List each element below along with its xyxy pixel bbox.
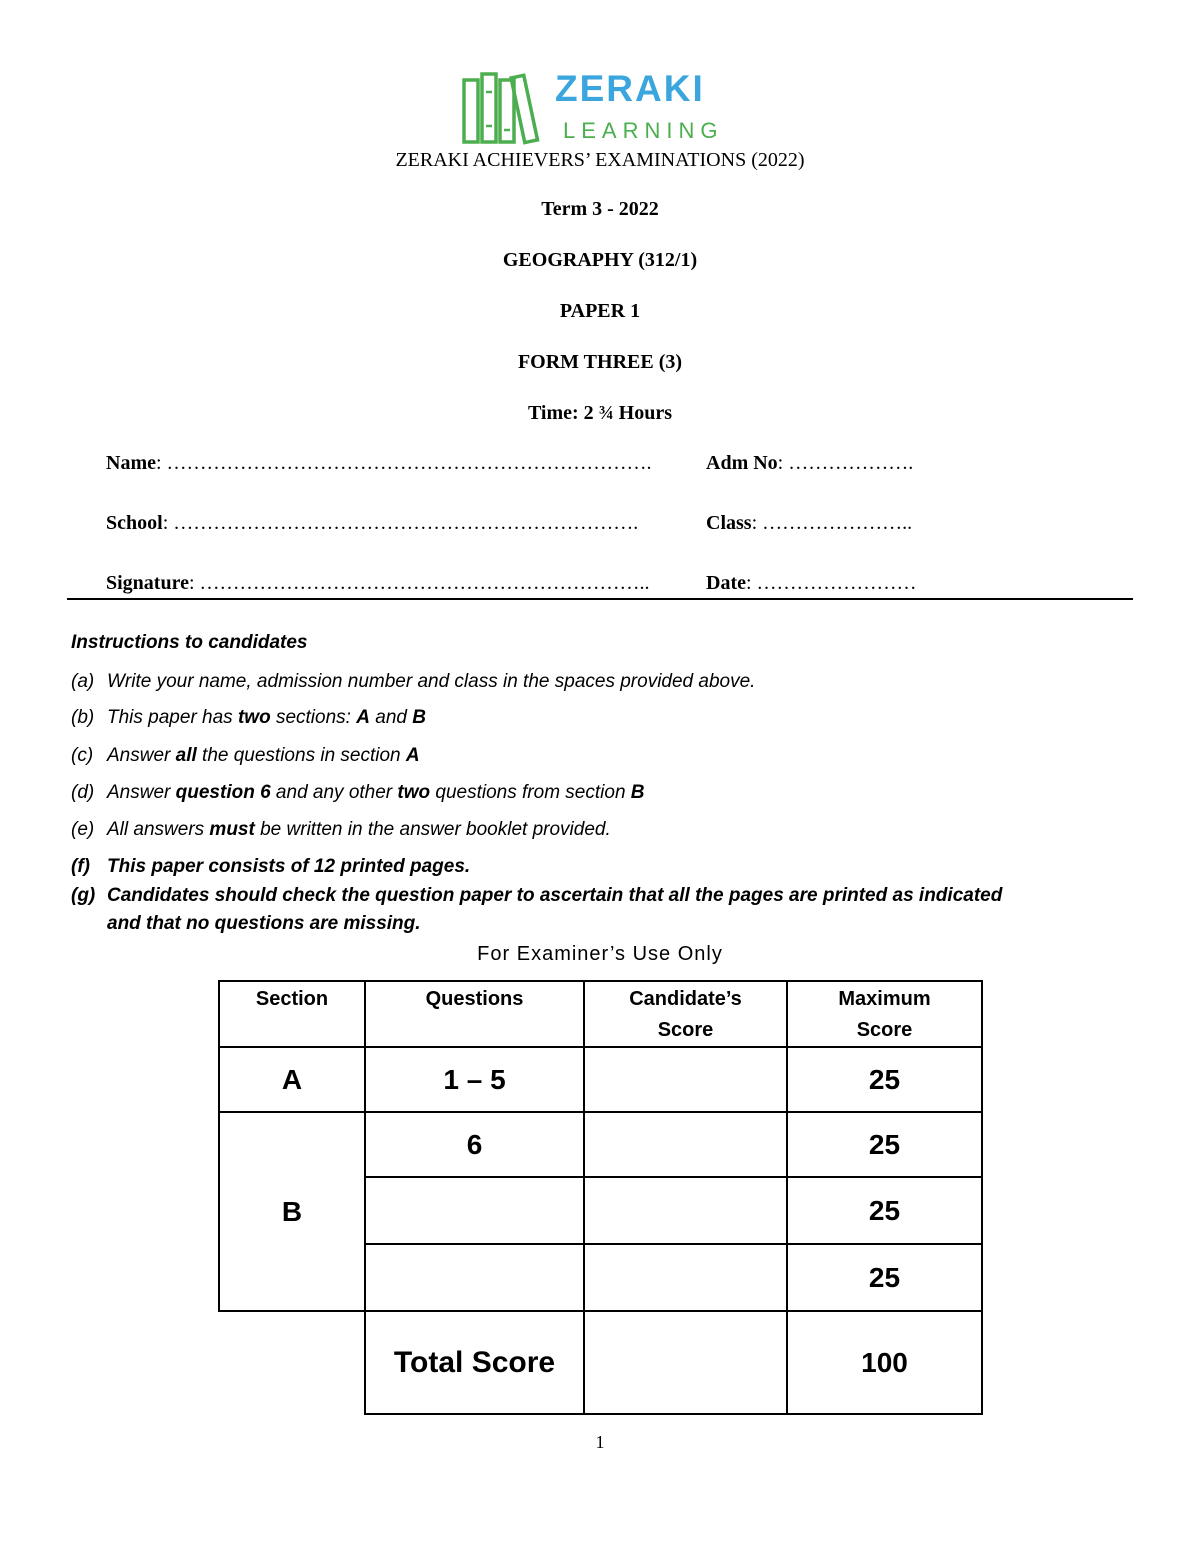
section-cell: A <box>219 1047 365 1112</box>
instruction-a: (a) Write your name, admission number and class in the spaces provided above. <box>71 671 756 692</box>
divider <box>67 598 1133 600</box>
time: Time: 2 ¾ Hours <box>527 402 673 424</box>
school-field[interactable] <box>106 512 638 535</box>
header-section: Section <box>219 981 365 1047</box>
signature-label: Signature <box>106 572 189 594</box>
instruction-d: (d) Answer question 6 and any other two questions from section B <box>71 782 645 803</box>
table-row <box>219 1112 982 1177</box>
name-label: Name <box>106 452 156 474</box>
questions-cell: 1 – 5 <box>365 1047 584 1112</box>
section-cell: B <box>219 1112 365 1311</box>
candidate-score-cell[interactable] <box>584 1047 787 1112</box>
instruction-e: (e) All answers must be written in the answer booklet provided. <box>71 819 611 840</box>
instruction-f: (f) This paper consists of 12 printed pages. <box>71 856 471 877</box>
adm-field[interactable] <box>706 452 913 475</box>
signature-dots: : ………………………………………………………….. <box>188 572 650 594</box>
questions-cell: 6 <box>365 1112 584 1177</box>
header-candidate-score: Candidate’s Score <box>584 981 787 1047</box>
date-dots: : …………………… <box>745 572 917 594</box>
class-field[interactable] <box>706 512 912 535</box>
total-max-score: 100 <box>787 1311 982 1414</box>
logo-wordmark: ZERAKI <box>555 68 705 109</box>
max-score-cell: 25 <box>787 1244 982 1311</box>
candidate-score-cell[interactable] <box>584 1244 787 1311</box>
instruction-g-cont: and that no questions are missing. <box>107 913 421 934</box>
books-icon <box>460 70 544 146</box>
instruction-b: (b) This paper has two sections: A and B <box>71 707 426 728</box>
max-score-cell: 25 <box>787 1112 982 1177</box>
empty-cell <box>219 1311 365 1414</box>
table-header-row <box>219 981 982 1047</box>
total-label: Total Score <box>365 1311 584 1414</box>
instructions-title: Instructions to candidates <box>71 632 308 653</box>
class-label: Class <box>706 512 752 534</box>
page-number: 1 <box>595 1432 605 1452</box>
logo-subtitle: LEARNING <box>563 118 724 143</box>
subject: GEOGRAPHY (312/1) <box>502 249 698 271</box>
table-row <box>219 1047 982 1112</box>
total-row <box>219 1311 982 1414</box>
questions-cell[interactable] <box>365 1177 584 1244</box>
examiner-title: For Examiner’s Use Only <box>477 943 723 965</box>
header-questions: Questions <box>365 981 584 1047</box>
adm-dots: : ………………. <box>777 452 914 474</box>
header-maximum-score: Maximum Score <box>787 981 982 1047</box>
adm-label: Adm No <box>706 452 778 474</box>
form: FORM THREE (3) <box>517 351 683 373</box>
candidate-score-cell[interactable] <box>584 1112 787 1177</box>
date-field[interactable] <box>706 572 917 595</box>
max-score-cell: 25 <box>787 1047 982 1112</box>
total-candidate-score-cell[interactable] <box>584 1311 787 1414</box>
school-dots: : ……………………………………………………………. <box>162 512 639 534</box>
candidate-score-cell[interactable] <box>584 1177 787 1244</box>
date-label: Date <box>706 572 746 594</box>
class-dots: : ………………….. <box>751 512 913 534</box>
zeraki-logo <box>460 70 750 146</box>
max-score-cell: 25 <box>787 1177 982 1244</box>
exam-title: ZERAKI ACHIEVERS’ EXAMINATIONS (2022) <box>395 149 805 171</box>
signature-field[interactable] <box>106 572 650 595</box>
instruction-c: (c) Answer all the questions in section A <box>71 745 420 766</box>
name-dots: : ………………………………………………………………. <box>155 452 652 474</box>
name-field[interactable] <box>106 452 652 475</box>
school-label: School <box>106 512 163 534</box>
term: Term 3 - 2022 <box>541 198 659 220</box>
paper: PAPER 1 <box>559 300 641 322</box>
score-table <box>218 980 983 1415</box>
questions-cell[interactable] <box>365 1244 584 1311</box>
instruction-g: (g) Candidates should check the question paper to ascertain that all the pages are printed as indicated <box>71 885 1003 906</box>
